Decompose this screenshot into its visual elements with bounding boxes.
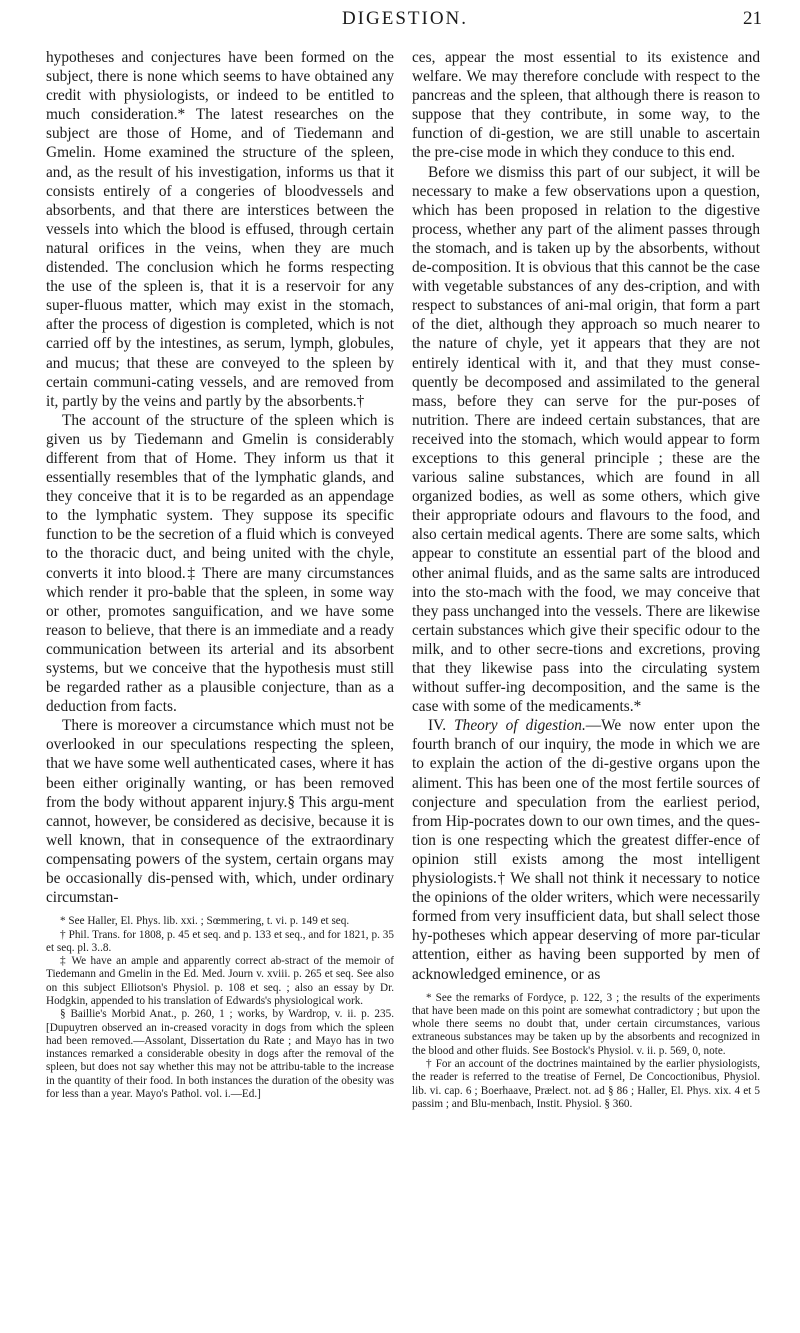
paragraph: hypotheses and conjectures have been formed on the subject, there is none which seems to have obtained any credit with physiologists, or indeed to be entitled to much consideration.* The latest researches on the subject are those of Home, and of Tiedemann and Gmelin. Home examined the structure of the spleen, and, as the result of his investigation, informs us that it consists entirely of a congeries of bloodvessels and absorbents, and that there are interstices between the vessels into which the blood is effused, through certain natural orifices in the veins, when they are much distended. The conclusion which he forms respecting the use of the spleen is, that it is a reservoir for any super-fluous matter, which may exist in the stomach, after the process of digestion is completed, which is not carried off by the intestines, as serum, lymph, globules, and mucus; that these are conveyed to the spleen by certain communi-cating vessels, and are removed from it, partly by the veins and partly by the absorbents.†	[46, 49, 394, 410]
running-title: DIGESTION.	[341, 8, 469, 29]
running-head	[44, 8, 766, 42]
section-heading: Theory of digestion.	[454, 717, 586, 735]
paragraph: ces, appear the most essential to its existence and welfare. We may therefore conclude with respect to the pancreas and the spleen, that although there is reason to suppose that they contribute, in some way, to the function of di-gestion, we are still unable to ascertain the pre-cise mode in which they conduce to this end.	[412, 49, 760, 162]
footnote: * See Haller, El. Phys. lib. xxi. ; Sœmmering, t. vi. p. 149 et seq.	[60, 915, 350, 928]
footnote: § Baillie's Morbid Anat., p. 260, 1 ; works, by Wardrop, v. ii. p. 235. [Dupuytren observed an in-creased voracity in dogs from which the spleen had been removed.—Assolant, Dissertation du Rate ; and Mayo has in two instances remarked a considerable obesity in dogs after the removal of the spleen, but does not say whether this may not be attribu-table to the increase in the quantity of their food. In both instances the duration of the obesity was for less than a year. Mayo's Pathol. vol. i.—Ed.]	[46, 1008, 394, 1101]
footnote: † Phil. Trans. for 1808, p. 45 et seq. and p. 133 et seq., and for 1821, p. 35 et seq. pl. 3..8.	[46, 928, 394, 954]
left-body-text	[46, 48, 394, 907]
section-numeral: IV.	[428, 717, 447, 735]
left-column	[46, 48, 394, 1101]
section-text: —We now enter upon the fourth branch of our inquiry, the mode in which we are to explain the action of the di-gestive organs upon the aliment. This has been one of the most fertile sources of conjecture and speculation from the earliest period, from Hip-pocrates down to our own times, and the ques-tion is one respecting which the greatest differ-ence of opinion still exists among the most intelligent physiologists.† We shall not think it necessary to notice the opinions of the older writers, which were necessarily formed from very insufficient data, but shall select those hy-potheses which appear deserving of more par-ticular attention, either as having been supported by men of acknowledged eminence, or as	[412, 717, 760, 983]
paragraph: There is moreover a circumstance which must not be overlooked in our speculations respecting the spleen, that we have some well authenticated cases, where it has been either originally wanting, or has been removed from the body without apparent injury.§ This argu-ment cannot, however, be considered as decisive, because it is well known, that in consequence of the extraordinary compensating powers of the system, certain organs may be occasionally dis-pensed with, which, under ordinary circumstan-	[46, 717, 394, 907]
paragraph: Before we dismiss this part of our subject, it will be necessary to make a few observations upon a question, which has been proposed in relation to the digestive process, whether any part of the aliment passes through the stomach, and is taken up by the absorbents, without de-composition. It is obvious that this cannot be the case with vegetable substances of any des-cription, and with respect to substances of ani-mal origin, that form a part of the diet, although they approach so much nearer to the nature of chyle, yet it appears that they are not entirely identical with it, and that they must conse-quently be decomposed and assimilated to the general mass, before they can serve for the pur-poses of nutrition. There are indeed certain substances, that are received into the stomach, which would appear to form exceptions to this general principle ; these are the various saline substances, which are found in all organized bodies, as well as some others, which give their appropriate odours and flavours to the food, and also certain medical agents. There are some salts, which appear to constitute an essential part of the blood and other animal fluids, and as the same salts are introduced into the sto-mach with the food, we may conceive that they pass unchanged into the vessels. There are likewise certain substances which give their specific odour to the milk, and to other secre-tions and excretions, proving that they likewise pass into the circulating system without suffer-ing decomposition, and the same is the case with some of the medicaments.*	[412, 163, 760, 716]
right-footnotes	[412, 992, 760, 1112]
page-number: 21	[743, 8, 762, 29]
right-body-text	[412, 48, 760, 984]
footnote: * See the remarks of Fordyce, p. 122, 3 ; the results of the experiments that have been made on this point are somewhat contradictory ; but upon the whole there seems no doubt that, under certain circumstances, various extraneous substances may be taken up by the absorbents and recognized in the blood and other fluids. See Bostock's Physiol. v. ii. p. 569, 0, note.	[412, 991, 760, 1057]
left-footnotes	[46, 915, 394, 1101]
paragraph: The account of the structure of the spleen which is given us by Tiedemann and Gmelin is considerably different from that of Home. They inform us that it essentially resembles that of the lymphatic glands, and they conceive that it is to be regarded as an appendage to the lymphatic system. They suppose its specific function to be the secretion of a fluid which is conveyed to the thoracic duct, and being united with the chyle, converts it into blood.‡ There are many circumstances which render it pro-bable that the spleen, in some way or other, promotes sanguification, and we have some reason to believe, that there is an immediate and a ready communication between its arterial and its absorbent systems, but we conceive that the hypothesis must still be regarded rather as a plausible conjecture, than as a deduction from facts.	[46, 411, 394, 716]
right-column	[412, 48, 760, 1111]
section-paragraph	[412, 716, 760, 983]
footnote: ‡ We have an ample and apparently correct ab-stract of the memoir of Tiedemann and Gmelin in the Ed. Med. Journ v. xviii. p. 265 et seq. See also on this subject Elliotson's Physiol. p. 108 et seq. ; also an essay by Dr. Hodgkin, appended to his translation of Edwards's physiological work.	[46, 955, 394, 1007]
footnote: † For an account of the doctrines maintained by the earlier physiologists, the reader is referred to the treatise of Fernel, De Concoctionibus, Physiol. lib. vi. cap. 6 ; Boerhaave, Prælect. not. ad § 86 ; Haller, El. Phys. xix. 4 et 5 passim ; and Blu-menbach, Instit. Physiol. § 360.	[412, 1058, 760, 1110]
